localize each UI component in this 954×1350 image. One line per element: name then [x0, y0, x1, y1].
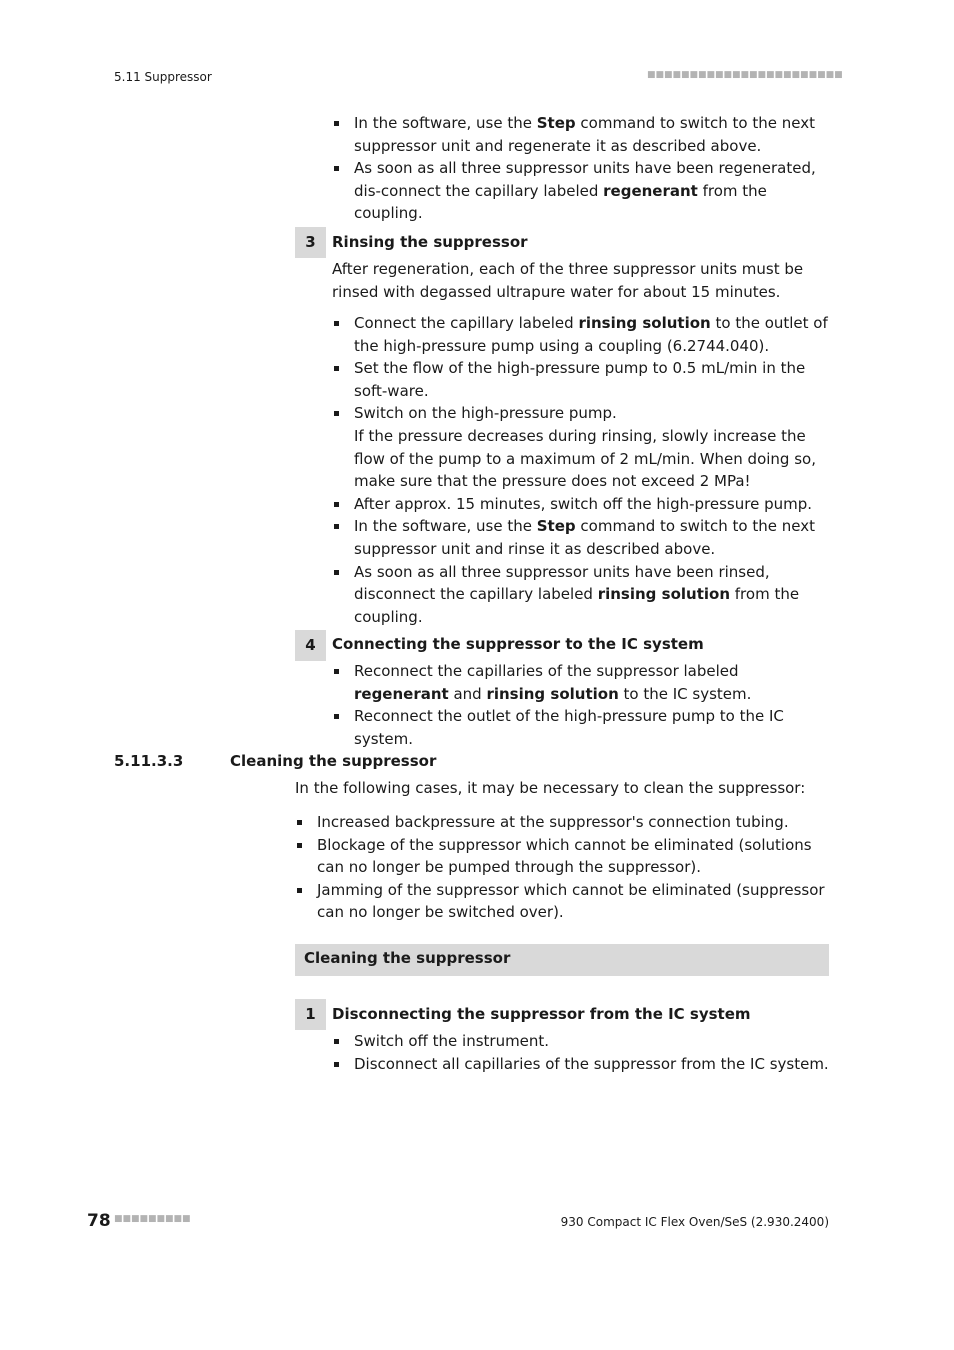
top-bullet-list [332, 112, 830, 225]
step-4-bullet-list [332, 660, 830, 750]
procedure-title: Cleaning the suppressor [304, 949, 511, 967]
list-item: As soon as all three suppressor units have been rinsed, disconnect the capillary labeled rinsing solution from the coupling. [332, 561, 830, 629]
step-1-bullet-list [332, 1030, 830, 1075]
list-item: After approx. 15 minutes, switch off the high-pressure pump. [332, 493, 830, 516]
section-intro: In the following cases, it may be necessary to clean the suppressor: [295, 779, 806, 797]
list-item: Reconnect the outlet of the high-pressure pump to the IC system. [332, 705, 830, 750]
header-dot-bar: ■■■■■■■■■■■■■■■■■■■■■■■ [647, 70, 843, 80]
list-item: Increased backpressure at the suppressor's connection tubing. [295, 811, 825, 834]
section-number: 5.11.3.3 [114, 752, 184, 770]
step-1-number: 1 [295, 999, 326, 1030]
list-item-note: If the pressure decreases during rinsing, slowly increase the flow of the pump to a maximum of 2 mL/min. When doing so, make sure that the pressure does not exceed 2 MPa! [354, 426, 816, 491]
list-item: Switch on the high-pressure pump. If the pressure decreases during rinsing, slowly increase the flow of the pump to a maximum of 2 mL/min. When doing so, make sure that the pressure does not exceed 2 MPa! [332, 402, 830, 492]
step-4-title: Connecting the suppressor to the IC system [332, 635, 704, 653]
list-item: Set the flow of the high-pressure pump to 0.5 mL/min in the soft-ware. [332, 357, 830, 402]
section-title: Cleaning the suppressor [230, 752, 437, 770]
list-item: In the software, use the Step command to switch to the next suppressor unit and regenerate it as described above. [332, 112, 830, 157]
list-item: Connect the capillary labeled rinsing solution to the outlet of the high-pressure pump using a coupling (6.2744.040). [332, 312, 830, 357]
list-item: Jamming of the suppressor which cannot be eliminated (suppressor can no longer be switched over). [295, 879, 825, 924]
footer-product-name: 930 Compact IC Flex Oven/SeS (2.930.2400) [560, 1215, 829, 1229]
step-4-number: 4 [295, 630, 326, 661]
step-3-bullet-list [332, 312, 830, 628]
section-bullet-list [295, 811, 825, 924]
list-item: Disconnect all capillaries of the suppressor from the IC system. [332, 1053, 830, 1076]
page-number: 78 [87, 1211, 111, 1231]
running-header-section: 5.11 Suppressor [114, 70, 212, 84]
step-3-intro: After regeneration, each of the three suppressor units must be rinsed with degassed ultrapure water for about 15 minutes. [332, 260, 804, 301]
list-item: Reconnect the capillaries of the suppressor labeled regenerant and rinsing solution to the IC system. [332, 660, 830, 705]
list-item: Blockage of the suppressor which cannot be eliminated (solutions can no longer be pumped through the suppressor). [295, 834, 825, 879]
step-3-number: 3 [295, 227, 326, 258]
step-3-title: Rinsing the suppressor [332, 233, 528, 251]
footer-dot-bar: ■■■■■■■■■ [114, 1214, 191, 1224]
step-1-title: Disconnecting the suppressor from the IC system [332, 1005, 751, 1023]
list-item: Switch off the instrument. [332, 1030, 830, 1053]
list-item: As soon as all three suppressor units have been regenerated, dis-connect the capillary labeled regenerant from the coupling. [332, 157, 830, 225]
list-item: In the software, use the Step command to switch to the next suppressor unit and rinse it as described above. [332, 515, 830, 560]
